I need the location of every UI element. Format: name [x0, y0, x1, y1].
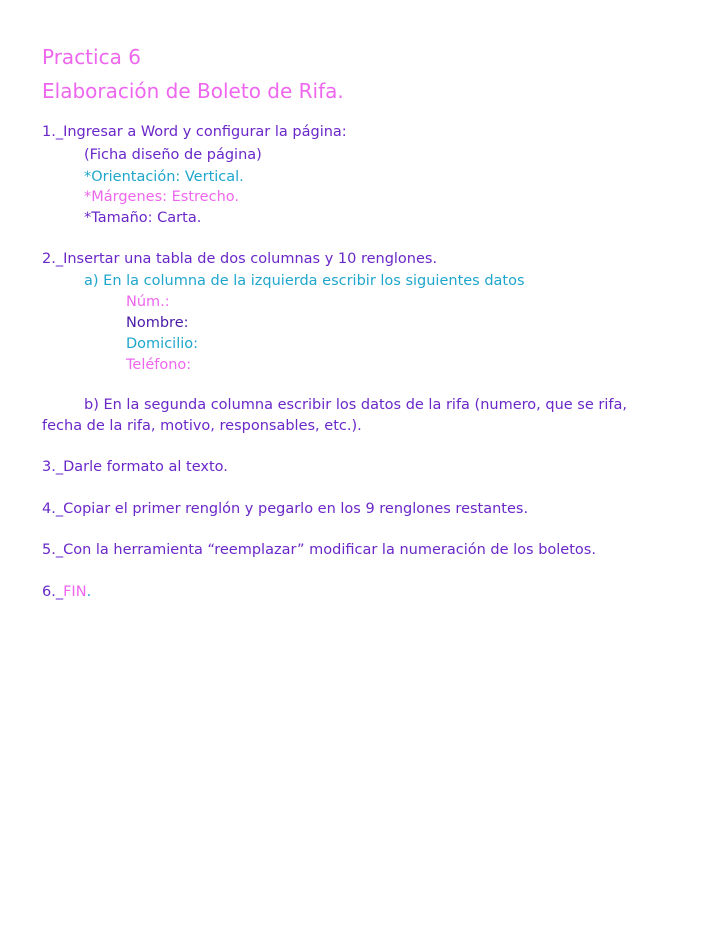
step-4-text: 4._Copiar el primer renglón y pegarlo en los 9 renglones restantes.: [42, 501, 529, 517]
step-2-b-line-1: b) En la segunda columna escribir los datos de la rifa (numero, que se rifa,: [84, 397, 627, 413]
step-1-sub-2: *Orientación: Vertical.: [84, 169, 244, 185]
step-2-a: a) En la columna de la izquierda escribir los siguientes datos: [84, 273, 525, 289]
step-6-prefix: 6._: [42, 584, 64, 600]
step-2-field-2: Nombre:: [126, 315, 189, 331]
step-1-sub-4: *Tamaño: Carta.: [84, 210, 202, 226]
step-2-field-4: Teléfono:: [126, 357, 192, 373]
step-1-sub-1: (Ficha diseño de página): [84, 147, 262, 163]
step-1-sub-3: *Márgenes: Estrecho.: [84, 189, 239, 205]
step-2-field-1: Núm.:: [126, 294, 170, 310]
document-subtitle: Elaboración de Boleto de Rifa.: [42, 79, 344, 103]
step-6-word: FIN: [63, 584, 87, 600]
step-6-suffix: .: [86, 584, 92, 600]
step-6-line: [42, 582, 91, 602]
step-5-text: 5._Con la herramienta “reemplazar” modificar la numeración de los boletos.: [42, 542, 596, 558]
step-3-text: 3._Darle formato al texto.: [42, 459, 228, 475]
step-2-field-3: Domicilio:: [126, 336, 199, 352]
step-1-text: 1._Ingresar a Word y configurar la página:: [42, 124, 347, 140]
step-2-b-line-2: fecha de la rifa, motivo, responsables, etc.).: [42, 418, 362, 434]
document-title: Practica 6: [42, 45, 141, 69]
step-2-text: 2._Insertar una tabla de dos columnas y 10 renglones.: [42, 251, 438, 267]
